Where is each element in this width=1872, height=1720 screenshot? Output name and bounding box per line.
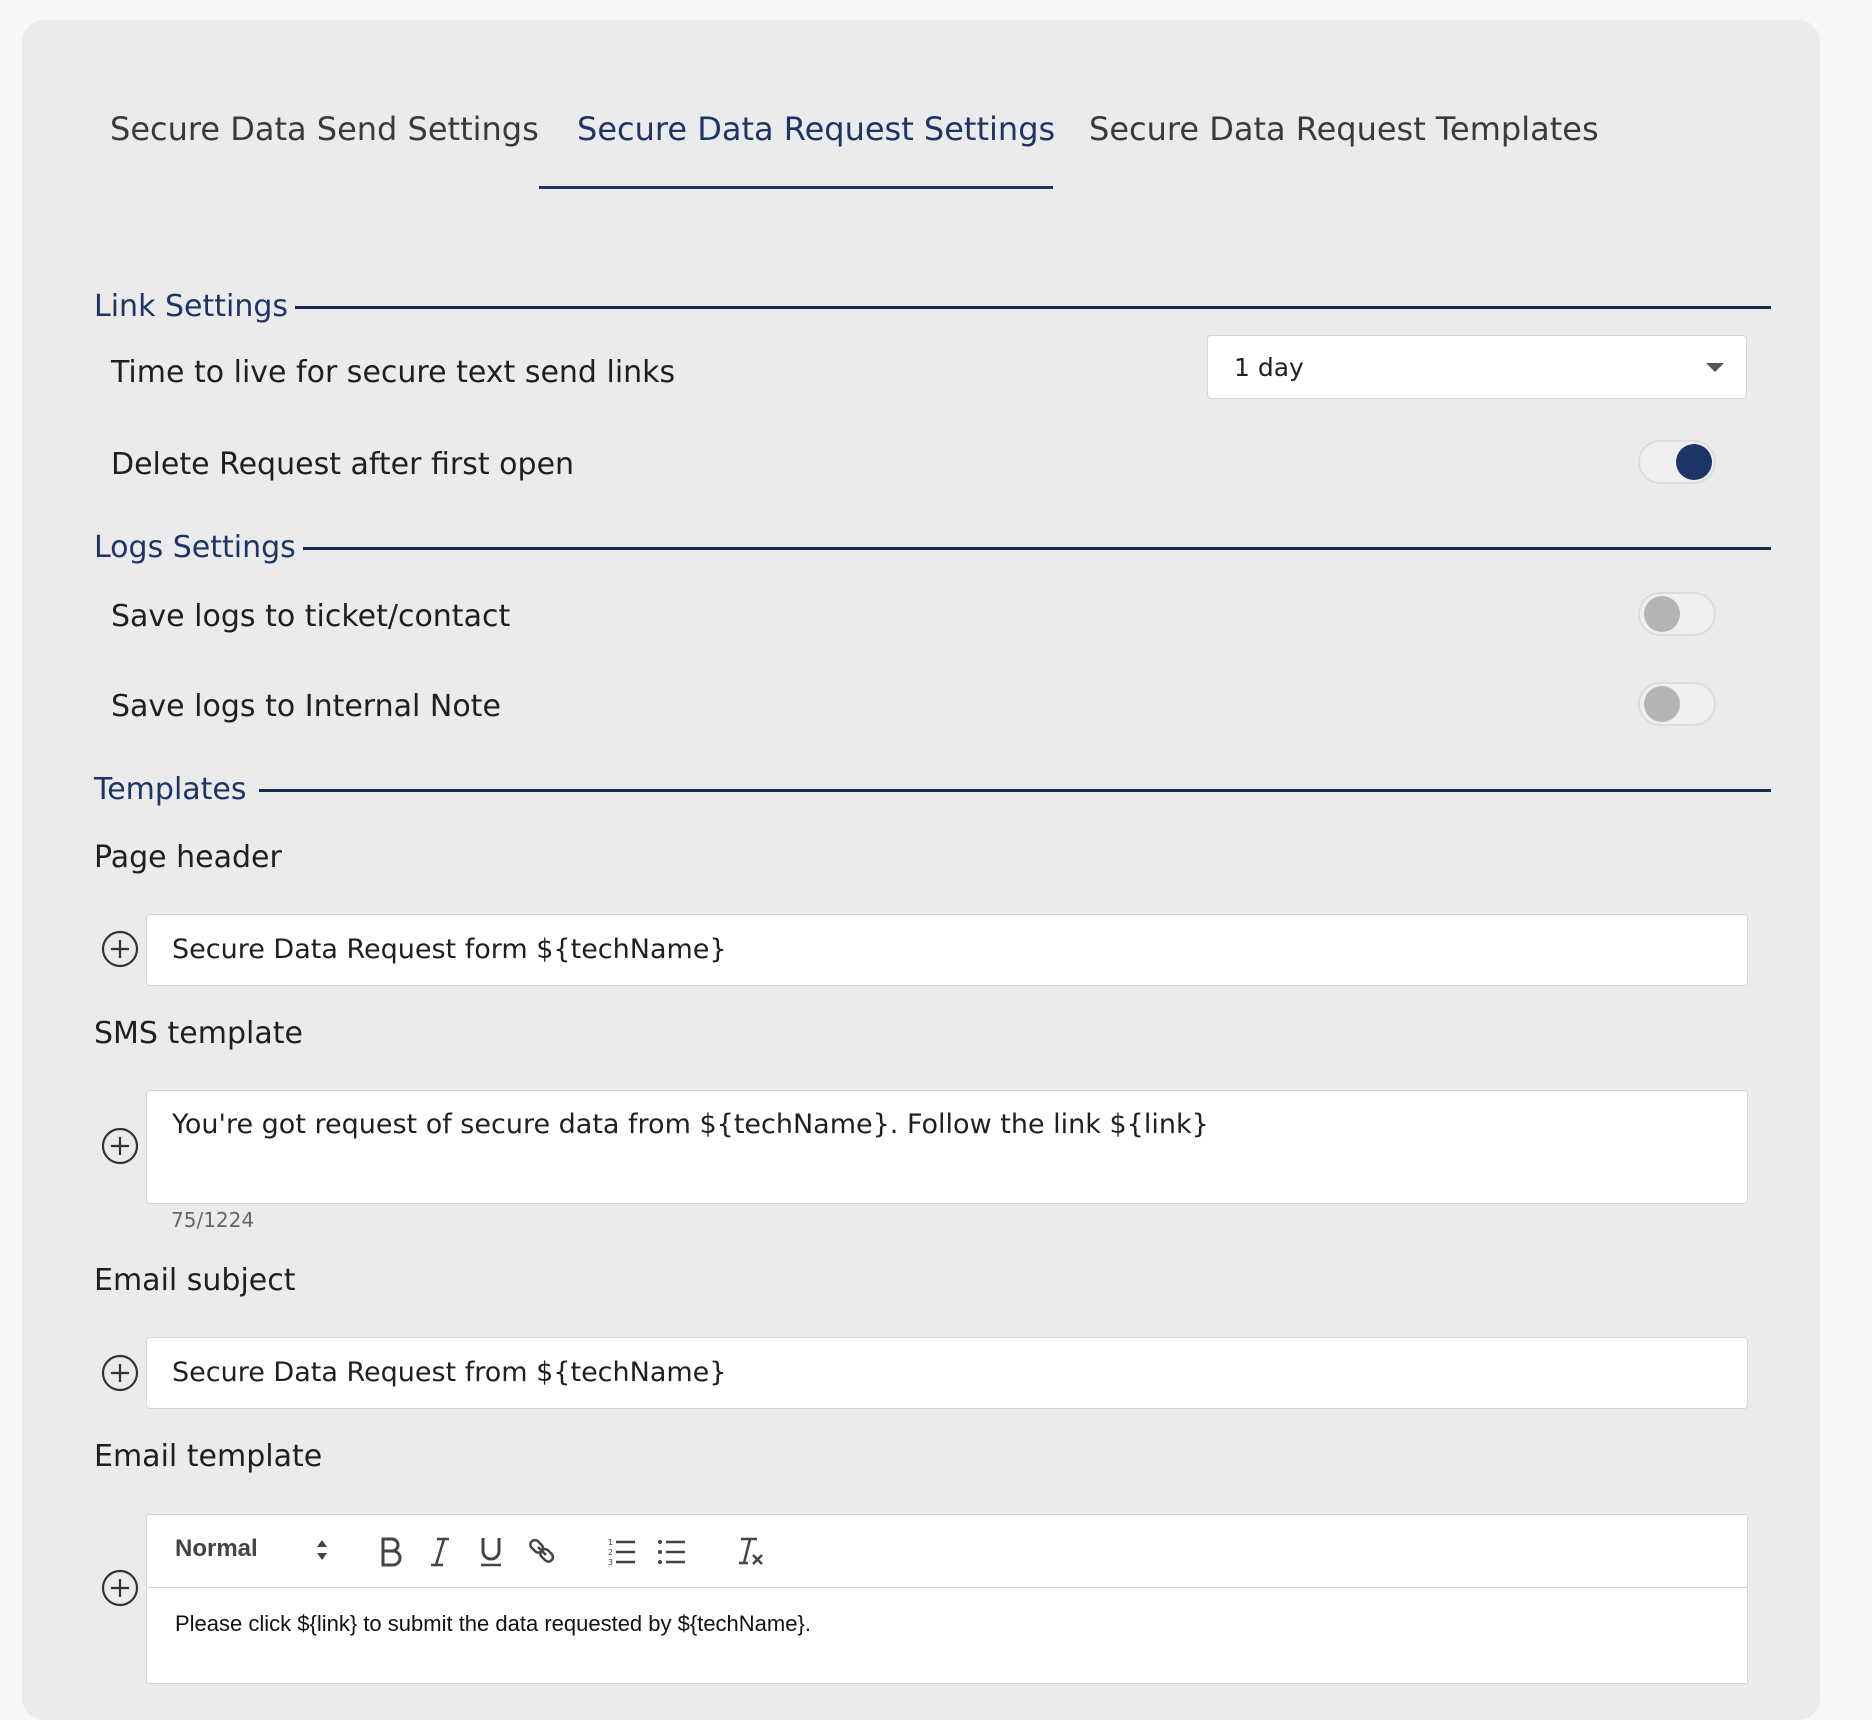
save-logs-ticket-label: Save logs to ticket/contact xyxy=(111,599,511,634)
sms-template-textarea[interactable]: You're got request of secure data from ${techName}. Follow the link ${link} xyxy=(146,1090,1748,1204)
templates-divider xyxy=(259,789,1771,792)
sms-char-counter: 75/1224 xyxy=(171,1208,255,1232)
email-subject-label: Email subject xyxy=(94,1263,296,1298)
email-subject-input[interactable]: Secure Data Request from ${techName} xyxy=(146,1337,1748,1409)
plus-circle-icon[interactable] xyxy=(101,1569,139,1607)
editor-toolbar xyxy=(147,1515,1747,1588)
svg-text:1: 1 xyxy=(608,1538,614,1547)
ttl-select[interactable] xyxy=(1207,335,1747,399)
save-logs-note-label: Save logs to Internal Note xyxy=(111,689,501,724)
tab-secure-data-request-templates[interactable]: Secure Data Request Templates xyxy=(1089,110,1599,148)
templates-heading: Templates xyxy=(94,772,247,807)
delete-request-toggle[interactable] xyxy=(1638,440,1716,484)
format-select[interactable]: Normal xyxy=(175,1535,258,1562)
bold-icon[interactable] xyxy=(377,1533,403,1569)
email-template-label: Email template xyxy=(94,1439,323,1474)
email-template-editor xyxy=(146,1514,1748,1684)
save-logs-ticket-toggle[interactable] xyxy=(1638,592,1716,636)
plus-circle-icon[interactable] xyxy=(101,1127,139,1165)
settings-panel xyxy=(22,20,1820,1720)
ordered-list-icon[interactable] xyxy=(607,1533,637,1569)
logs-settings-divider xyxy=(303,547,1771,550)
toggle-knob xyxy=(1644,596,1680,632)
plus-circle-icon[interactable] xyxy=(101,1354,139,1392)
plus-circle-icon[interactable] xyxy=(101,930,139,968)
save-logs-note-toggle[interactable] xyxy=(1638,682,1716,726)
email-template-body[interactable]: Please click ${link} to submit the data requested by ${techName}. xyxy=(175,1611,811,1636)
logs-settings-heading: Logs Settings xyxy=(94,530,296,565)
tab-bar xyxy=(22,20,1820,192)
toggle-knob xyxy=(1644,686,1680,722)
tab-secure-data-send-settings[interactable]: Secure Data Send Settings xyxy=(110,110,539,148)
format-select-arrows-icon[interactable] xyxy=(315,1537,329,1563)
underline-icon[interactable] xyxy=(477,1533,505,1569)
italic-icon[interactable] xyxy=(427,1533,453,1569)
sms-template-label: SMS template xyxy=(94,1016,303,1051)
active-tab-indicator xyxy=(539,186,1053,189)
svg-text:3: 3 xyxy=(608,1558,614,1567)
ttl-select-value: 1 day xyxy=(1234,353,1304,382)
bullet-list-icon[interactable] xyxy=(657,1533,687,1569)
page-header-label: Page header xyxy=(94,840,282,875)
ttl-label: Time to live for secure text send links xyxy=(111,355,676,390)
tab-secure-data-request-settings[interactable]: Secure Data Request Settings xyxy=(577,110,1056,148)
clear-format-icon[interactable] xyxy=(735,1533,765,1569)
chevron-down-icon xyxy=(1706,363,1724,372)
link-icon[interactable] xyxy=(527,1533,557,1569)
page-header-input[interactable]: Secure Data Request form ${techName} xyxy=(146,914,1748,986)
link-settings-heading: Link Settings xyxy=(94,289,289,324)
svg-text:2: 2 xyxy=(608,1548,614,1557)
delete-request-label: Delete Request after first open xyxy=(111,447,575,482)
link-settings-divider xyxy=(295,306,1771,309)
toggle-knob xyxy=(1676,444,1712,480)
